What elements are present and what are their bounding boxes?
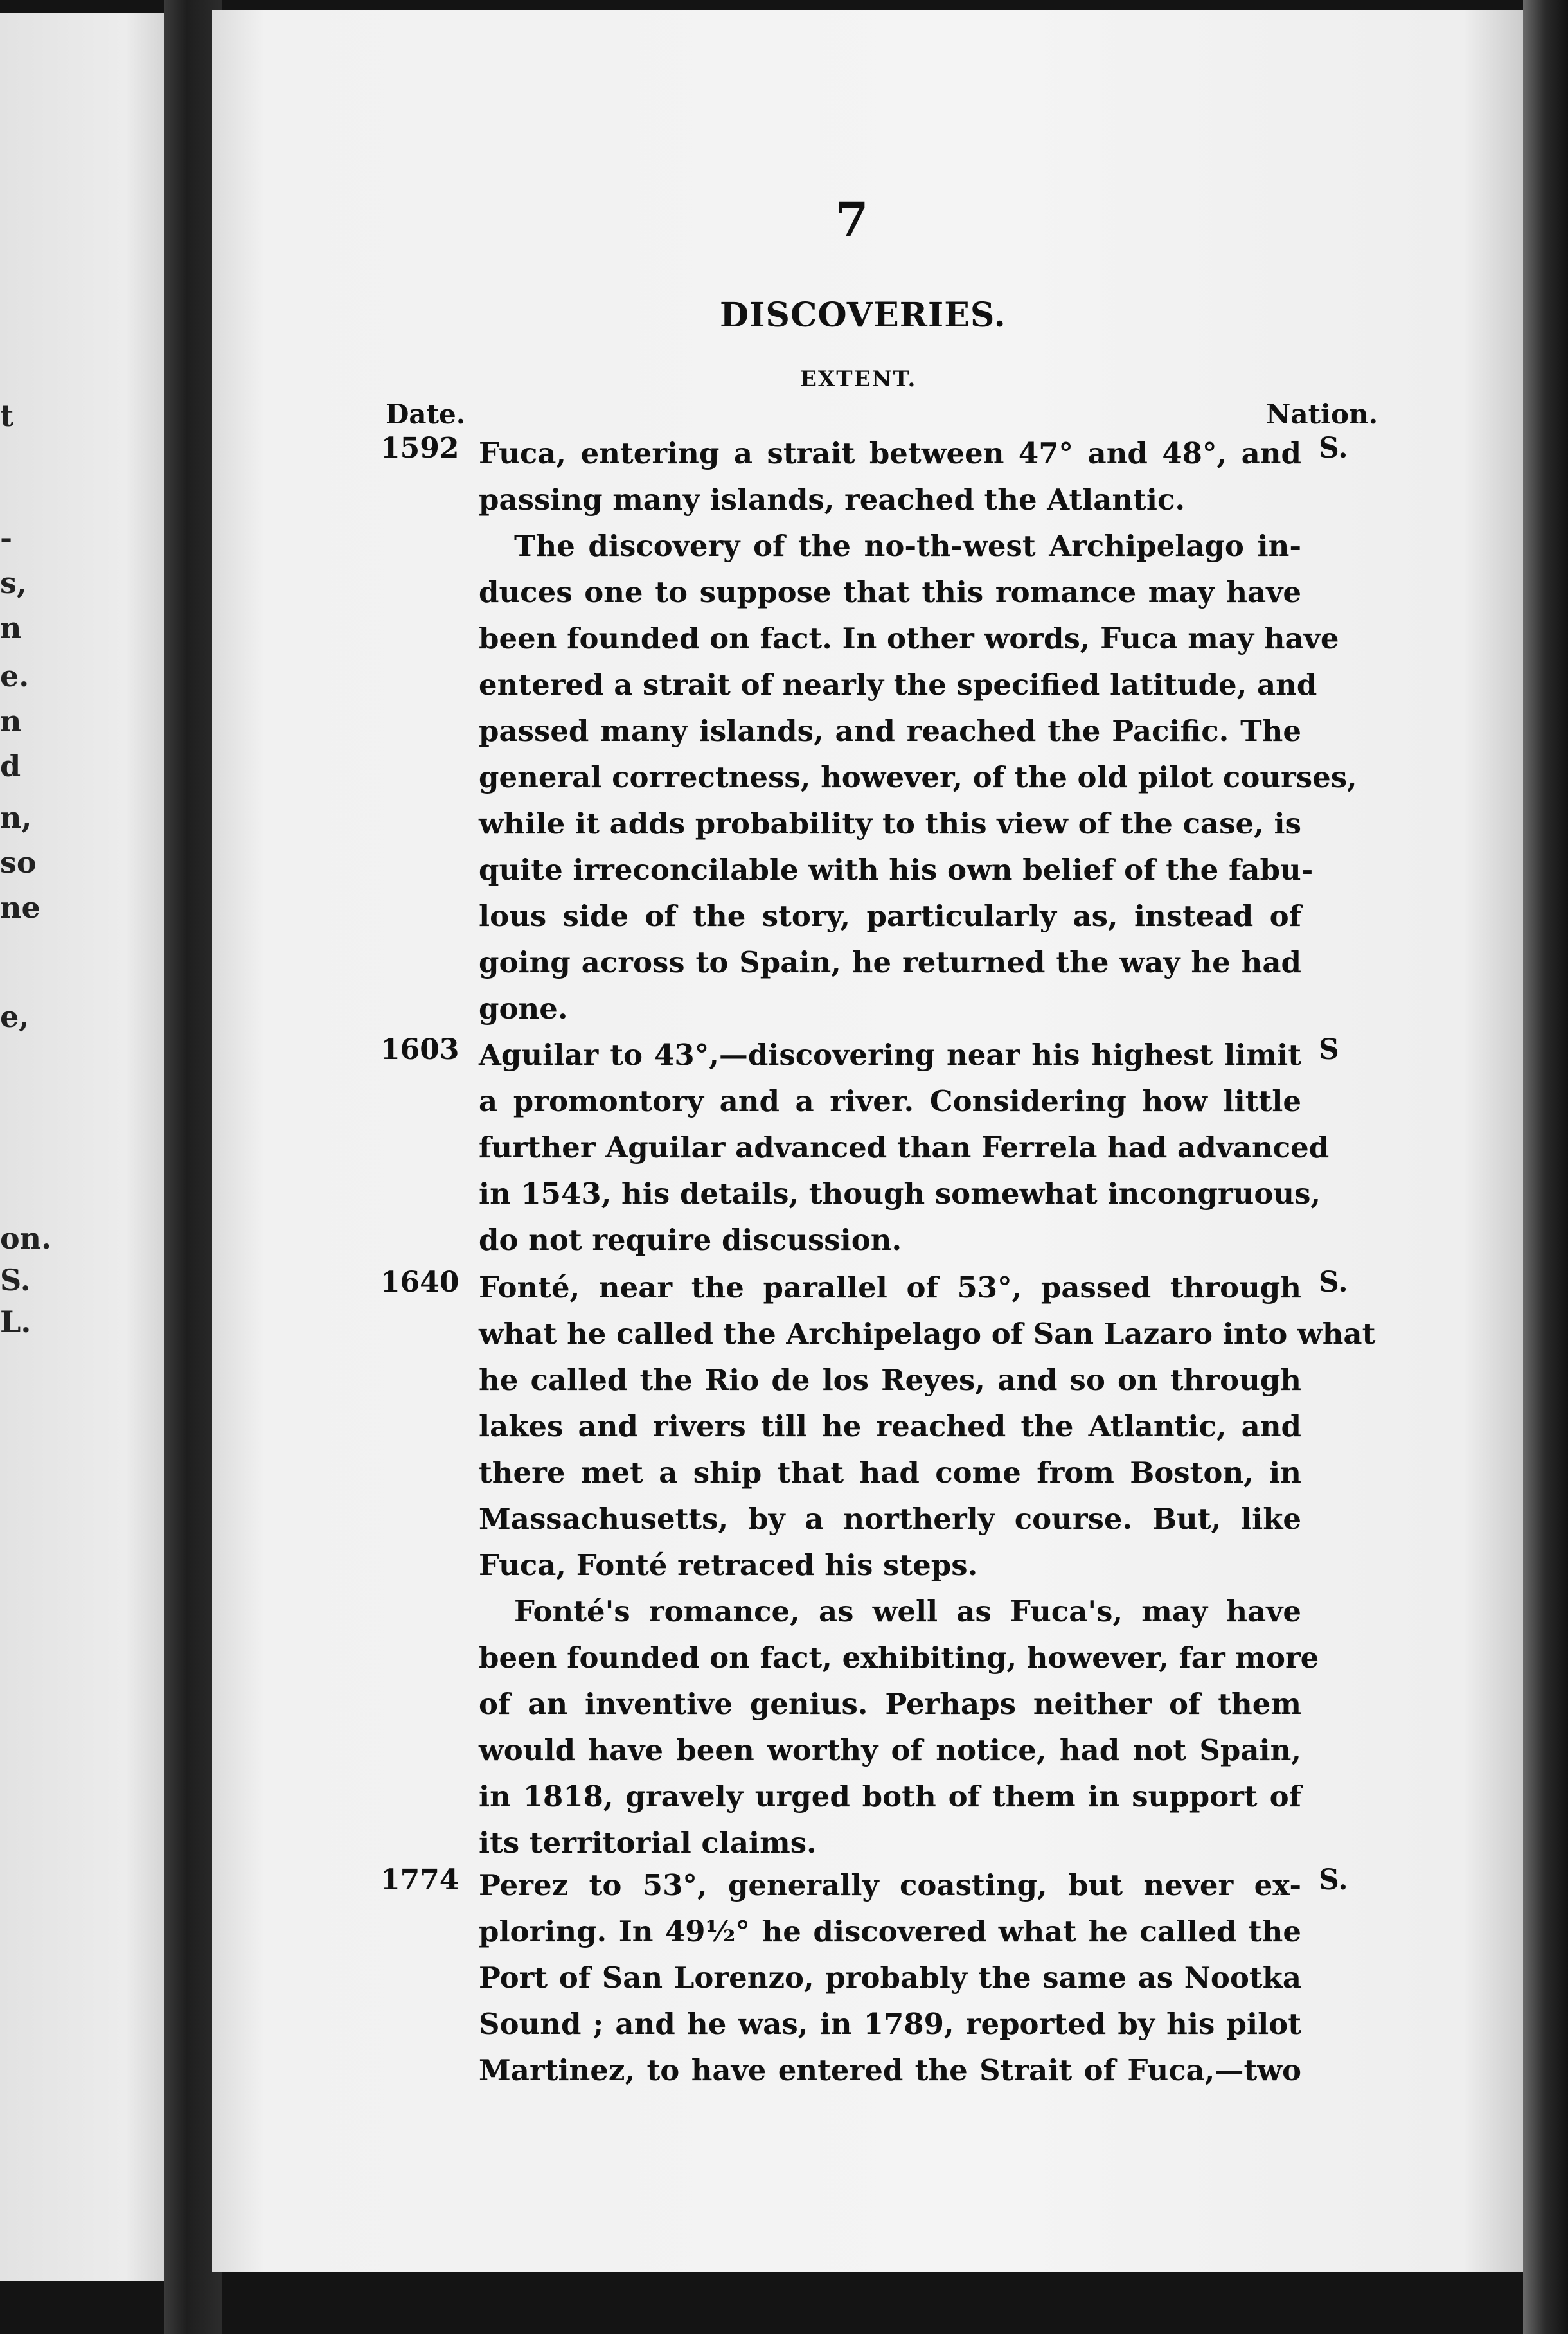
entry-nation: S. <box>1319 432 1348 465</box>
section-subheading: EXTENT. <box>800 366 917 392</box>
entry-year: 1774 <box>380 1864 459 1896</box>
left-page-edge <box>0 13 180 2281</box>
left-page-fragment: s, <box>0 566 27 600</box>
text-line: Aguilar to 43°,—discovering near his highest limit <box>479 1038 1301 1072</box>
left-page-fragment: d <box>0 749 21 783</box>
text-line: a promontory and a river. Considering how little <box>479 1084 1301 1118</box>
entry-nation: S <box>1319 1033 1339 1066</box>
entry-nation: S. <box>1319 1266 1348 1299</box>
left-page-fragment: on. <box>0 1221 52 1256</box>
text-line: Fonté, near the parallel of 53°, passed through <box>479 1270 1301 1305</box>
text-line: what he called the Archipelago of San Lazaro into what <box>479 1317 1376 1351</box>
left-page-fragment: e, <box>0 999 30 1034</box>
left-page-fragment: n <box>0 704 22 738</box>
left-page-fragment: t <box>0 398 14 433</box>
left-page-fragment: S. <box>0 1263 31 1297</box>
text-line: going across to Spain, he returned the way he had <box>479 945 1301 979</box>
text-line: in 1543, his details, though somewhat incongruous, <box>479 1177 1321 1211</box>
text-line: The discovery of the no-th-west Archipelago in- <box>514 529 1301 563</box>
left-page-fragment: - <box>0 521 13 555</box>
text-line: he called the Rio de los Reyes, and so on through <box>479 1363 1301 1397</box>
nation-column-header: Nation. <box>1266 398 1378 430</box>
text-line: Perez to 53°, generally coasting, but never ex- <box>479 1868 1301 1902</box>
text-line: of an inventive genius. Perhaps neither of them <box>479 1687 1301 1721</box>
text-line: passed many islands, and reached the Pacific. The <box>479 714 1301 748</box>
text-line: Sound ; and he was, in 1789, reported by his pilot <box>479 2007 1301 2041</box>
text-line: its territorial claims. <box>479 1826 817 1860</box>
text-line: gone. <box>479 992 568 1026</box>
entry-year: 1603 <box>380 1033 459 1066</box>
left-page-fragment: so <box>0 845 37 880</box>
text-line: do not require discussion. <box>479 1223 902 1257</box>
text-line: been founded on fact. In other words, Fuca may have <box>479 621 1339 655</box>
entry-nation: S. <box>1319 1864 1348 1896</box>
text-line: ploring. In 49½° he discovered what he called the <box>479 1914 1301 1948</box>
text-line: entered a strait of nearly the specified latitude, and <box>479 668 1317 702</box>
entry-year: 1640 <box>380 1266 459 1299</box>
left-page-fragment: ne <box>0 890 40 925</box>
text-line: further Aguilar advanced than Ferrela had advanced <box>479 1130 1330 1164</box>
right-page-edge <box>1523 0 1568 2334</box>
text-line: Massachusetts, by a northerly course. But, like <box>479 1502 1301 1536</box>
date-column-header: Date. <box>386 398 466 430</box>
entry-year: 1592 <box>380 432 459 465</box>
left-page-fragment: n, <box>0 800 32 835</box>
text-line: lous side of the story, particularly as, instead of <box>479 899 1301 933</box>
left-page-fragment: e. <box>0 659 30 693</box>
text-line: Fuca, entering a strait between 47° and 48°, and <box>479 436 1301 470</box>
text-line: Fuca, Fonté retraced his steps. <box>479 1548 978 1582</box>
text-line: Fonté's romance, as well as Fuca's, may have <box>514 1594 1301 1628</box>
text-line: while it adds probability to this view of the case, is <box>479 806 1301 841</box>
text-line: Martinez, to have entered the Strait of Fuca,—two <box>479 2053 1301 2087</box>
text-line: lakes and rivers till he reached the Atlantic, and <box>479 1409 1301 1443</box>
left-page-fragment: n <box>0 610 22 645</box>
text-line: passing many islands, reached the Atlantic. <box>479 483 1186 517</box>
text-line: Port of San Lorenzo, probably the same as Nootka <box>479 1961 1301 1995</box>
left-page-fragment: L. <box>0 1305 31 1339</box>
text-line: duces one to suppose that this romance may have <box>479 575 1301 609</box>
text-line: quite irreconcilable with his own belief of the fabu- <box>479 853 1314 887</box>
page-heading: DISCOVERIES. <box>720 296 1006 335</box>
text-line: there met a ship that had come from Boston, in <box>479 1456 1301 1490</box>
text-line: would have been worthy of notice, had not Spain, <box>479 1733 1301 1767</box>
text-line: in 1818, gravely urged both of them in support of <box>479 1779 1301 1813</box>
text-line: general correctness, however, of the old pilot courses, <box>479 760 1357 794</box>
text-line: been founded on fact, exhibiting, however, far more <box>479 1641 1319 1675</box>
page-number: 7 <box>835 193 869 248</box>
